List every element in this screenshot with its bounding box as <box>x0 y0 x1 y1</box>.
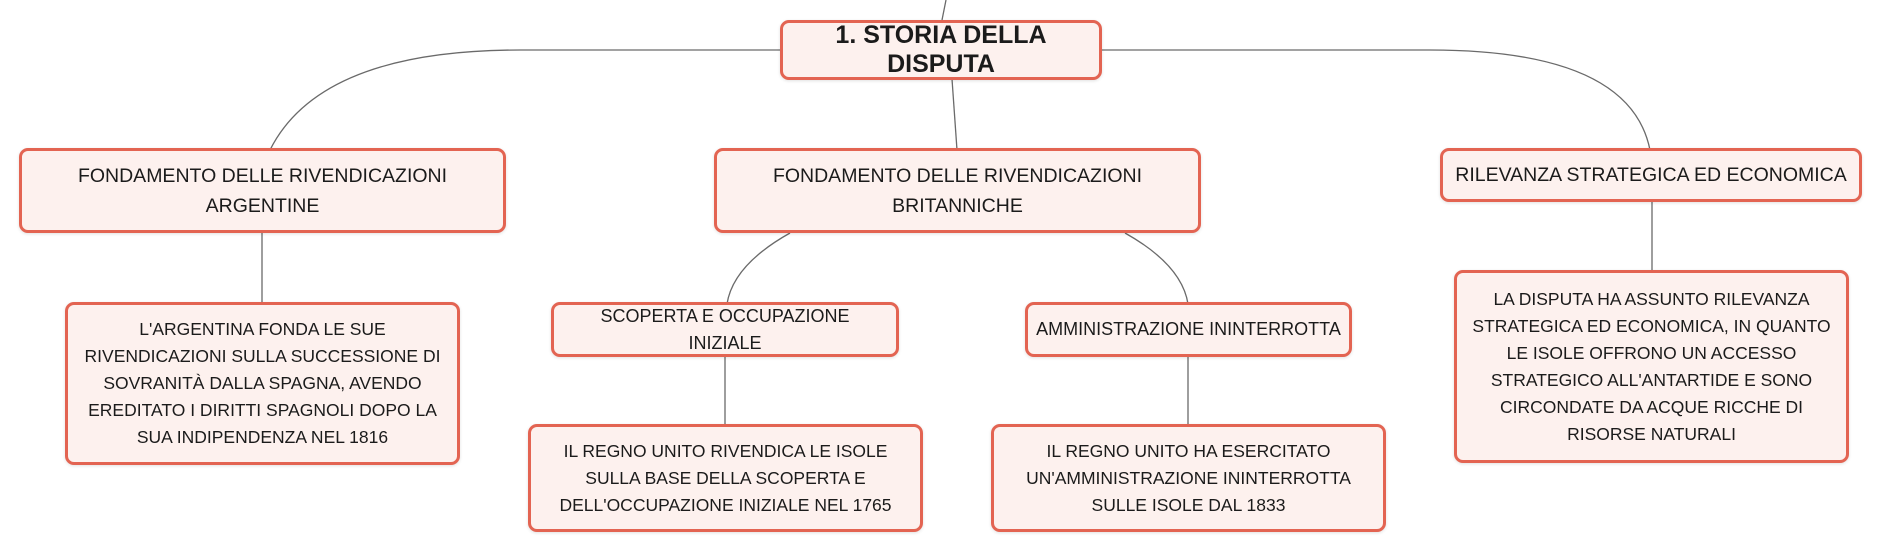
argentine-claims-node[interactable] <box>19 148 506 233</box>
argentine-detail-node[interactable] <box>65 302 460 465</box>
british-claims-node[interactable] <box>714 148 1201 233</box>
administration-detail-text: IL REGNO UNITO HA ESERCITATO UN'AMMINISTRAZIONE ININTERROTTA SULLE ISOLE DAL 1833 <box>1026 440 1351 515</box>
administration-node[interactable] <box>1025 302 1352 357</box>
administration-label: AMMINISTRAZIONE ININTERROTTA <box>1036 319 1341 339</box>
discovery-detail-node[interactable] <box>528 424 923 532</box>
root-node[interactable] <box>780 20 1102 80</box>
discovery-detail-text: IL REGNO UNITO RIVENDICA LE ISOLE SULLA BASE DELLA SCOPERTA E DELL'OCCUPAZIONE INIZIALE NEL 1765 <box>559 440 892 515</box>
argentine-detail-text: L'ARGENTINA FONDA LE SUE RIVENDICAZIONI SULLA SUCCESSIONE DI SOVRANITÀ DALLA SPAGNA, AVENDO EREDITATO I DIRITTI SPAGNOLI DOPO LA SUA INDIPENDENZA NEL 1816 <box>84 319 441 447</box>
connector-parent-root <box>942 0 946 20</box>
connector-root-british <box>952 79 957 150</box>
argentine-claims-label: FONDAMENTO DELLE RIVENDICAZIONI ARGENTINE <box>77 164 448 217</box>
discovery-node[interactable] <box>551 302 899 357</box>
connector-root-strategic <box>1101 50 1650 150</box>
connector-british-administration <box>1125 233 1188 304</box>
root-node-label: 1. STORIA DELLA DISPUTA <box>835 21 1047 78</box>
strategic-relevance-node[interactable] <box>1440 148 1862 202</box>
strategic-detail-node[interactable] <box>1454 270 1849 463</box>
connector-british-discovery <box>727 233 790 304</box>
discovery-label: SCOPERTA E OCCUPAZIONE INIZIALE <box>600 305 850 353</box>
strategic-detail-text: LA DISPUTA HA ASSUNTO RILEVANZA STRATEGICA ED ECONOMICA, IN QUANTO LE ISOLE OFFRONO UN ACCESSO STRATEGICO ALL'ANTARTIDE E SONO CIRCONDATE DA ACQUE RICCHE DI RISORSE NATURALI <box>1472 288 1831 444</box>
administration-detail-node[interactable] <box>991 424 1386 532</box>
connector-root-argentine <box>270 50 780 150</box>
british-claims-label: FONDAMENTO DELLE RIVENDICAZIONI BRITANNICHE <box>772 164 1143 217</box>
strategic-relevance-label: RILEVANZA STRATEGICA ED ECONOMICA <box>1455 164 1847 186</box>
